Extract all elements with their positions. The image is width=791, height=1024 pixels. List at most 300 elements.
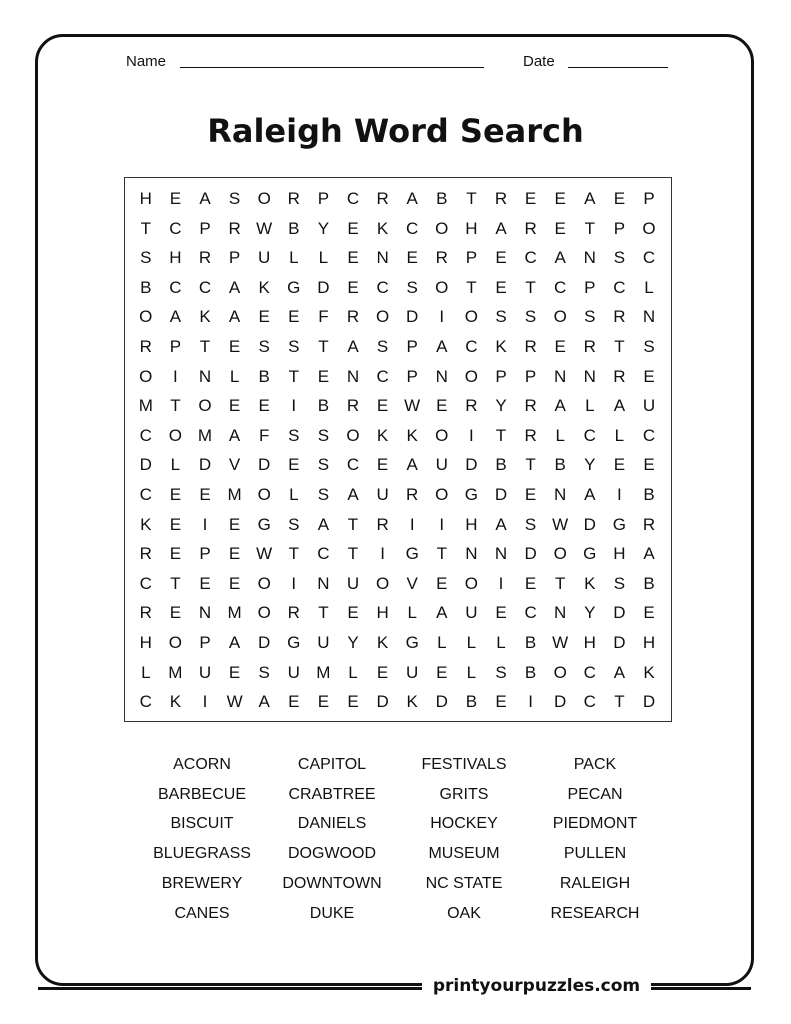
grid-letter: H (139, 633, 152, 652)
grid-letter: T (288, 366, 299, 386)
name-field-line (180, 67, 484, 68)
grid-letter: U (376, 485, 389, 504)
grid-letter: C (346, 455, 360, 475)
grid-letter: R (494, 189, 508, 208)
grid-letter: R (198, 248, 212, 268)
grid-letter: R (524, 218, 537, 238)
grid-letter: K (406, 692, 418, 712)
grid-letter: A (436, 337, 448, 356)
grid-letter: O (375, 307, 390, 327)
grid-letter: E (288, 307, 300, 327)
grid-letter: E (436, 396, 448, 416)
grid-letter: O (139, 307, 153, 327)
grid-letter: A (406, 455, 418, 475)
word-list-item: GRITS (439, 785, 489, 803)
grid-letter: E (524, 485, 537, 504)
grid-letter: C (169, 277, 182, 297)
grid-letter: R (287, 189, 300, 208)
grid-row (125, 332, 671, 362)
grid-letter: L (348, 662, 358, 682)
grid-letter: W (256, 544, 273, 564)
grid-letter: U (465, 603, 478, 623)
grid-letter: S (317, 455, 330, 475)
grid-letter: C (554, 277, 567, 297)
grid-letter: A (613, 662, 626, 682)
word-list-item: PECAN (567, 785, 623, 803)
grid-letter: S (288, 337, 300, 356)
grid-letter: A (347, 337, 359, 356)
grid-letter: S (376, 337, 389, 356)
grid-letter: T (614, 337, 625, 356)
grid-letter: I (439, 514, 445, 534)
grid-row (125, 658, 671, 688)
grid-letter: L (437, 633, 447, 652)
grid-row (125, 687, 671, 717)
grid-letter: I (617, 485, 622, 504)
grid-letter: E (288, 692, 300, 712)
grid-letter: C (198, 277, 212, 297)
grid-letter: S (288, 425, 300, 445)
grid-letter: E (258, 307, 270, 327)
grid-letter: E (347, 277, 359, 297)
grid-letter: M (316, 662, 331, 682)
grid-letter: E (436, 662, 448, 682)
grid-letter: S (140, 248, 152, 268)
grid-letter: K (376, 425, 389, 445)
grid-letter: I (202, 692, 208, 712)
grid-letter: O (464, 307, 478, 327)
grid-letter: E (347, 248, 359, 268)
grid-row (125, 302, 671, 332)
grid-letter: E (554, 189, 566, 208)
grid-letter: S (258, 337, 270, 356)
grid-letter: B (258, 366, 270, 386)
grid-letter: C (583, 692, 596, 712)
word-list-item: PIEDMONT (552, 815, 638, 833)
grid-letter: E (524, 189, 537, 208)
grid-row (125, 450, 671, 480)
grid-letter: E (347, 692, 359, 712)
grid-letter: P (317, 189, 330, 208)
grid-letter: W (552, 514, 569, 534)
grid-letter: P (524, 366, 537, 386)
grid-letter: A (643, 544, 655, 564)
grid-letter: W (256, 218, 273, 238)
grid-letter: S (288, 514, 300, 534)
grid-letter: K (199, 307, 211, 327)
grid-letter: R (583, 337, 596, 356)
grid-letter: A (228, 277, 241, 297)
grid-letter: C (139, 573, 152, 593)
grid-letter: E (288, 455, 300, 475)
grid-letter: A (613, 396, 626, 416)
name-label: Name (126, 53, 167, 70)
grid-letter: S (495, 662, 507, 682)
grid-letter: S (524, 307, 537, 327)
grid-letter: E (228, 514, 241, 534)
grid-letter: E (169, 189, 182, 208)
grid-letter: K (495, 337, 507, 356)
grid-letter: A (584, 485, 596, 504)
grid-letter: Y (584, 455, 596, 475)
grid-letter: P (584, 277, 596, 297)
grid-letter: N (494, 544, 508, 564)
grid-letter: U (642, 396, 656, 416)
grid-letter: E (376, 396, 389, 416)
grid-letter: B (140, 277, 152, 297)
grid-letter: D (524, 544, 537, 564)
letter-grid (124, 177, 672, 722)
word-list-item: BREWERY (161, 874, 243, 892)
grid-letter: I (528, 692, 533, 712)
grid-letter: E (406, 248, 418, 268)
grid-row (125, 243, 671, 273)
grid-letter: C (376, 366, 389, 386)
footer-divider-right (651, 987, 751, 990)
grid-letter: C (524, 603, 537, 623)
footer-divider-left (38, 987, 422, 990)
grid-letter: Y (317, 218, 330, 238)
grid-letter: K (643, 662, 655, 682)
grid-row (125, 214, 671, 244)
grid-row (125, 421, 671, 451)
footer-site-name: printyourpuzzles.com (432, 976, 641, 996)
grid-letter: I (498, 573, 504, 593)
grid-letter: R (435, 248, 448, 268)
grid-letter: O (139, 366, 153, 386)
grid-letter: O (257, 189, 271, 208)
word-list-item: OAK (447, 904, 481, 922)
grid-letter: P (406, 366, 418, 386)
word-list-item: RALEIGH (559, 874, 631, 892)
grid-letter: O (198, 396, 212, 416)
grid-letter: E (495, 692, 507, 712)
grid-letter: D (494, 485, 508, 504)
grid-letter: L (466, 662, 477, 682)
grid-letter: D (317, 277, 330, 297)
grid-letter: K (140, 514, 152, 534)
grid-letter: C (524, 248, 537, 268)
grid-letter: G (464, 485, 478, 504)
grid-letter: A (258, 692, 270, 712)
grid-letter: G (405, 544, 419, 564)
grid-letter: S (495, 307, 507, 327)
grid-row (125, 539, 671, 569)
grid-row (125, 391, 671, 421)
grid-letter: A (228, 307, 241, 327)
grid-letter: U (287, 662, 300, 682)
grid-letter: N (317, 573, 330, 593)
grid-letter: R (346, 396, 360, 416)
grid-letter: R (613, 307, 626, 327)
grid-letter: M (197, 425, 213, 445)
grid-letter: O (257, 573, 271, 593)
grid-letter: E (228, 396, 241, 416)
grid-letter: E (169, 544, 182, 564)
grid-letter: R (613, 366, 626, 386)
grid-letter: G (257, 514, 271, 534)
grid-letter: C (642, 425, 656, 445)
grid-letter: E (347, 603, 359, 623)
word-list-item: BLUEGRASS (153, 845, 251, 863)
grid-letter: E (228, 337, 241, 356)
grid-letter: G (287, 633, 301, 652)
grid-letter: C (139, 485, 152, 504)
grid-letter: C (169, 218, 182, 238)
grid-letter: E (554, 337, 566, 356)
grid-letter: L (289, 248, 299, 268)
grid-letter: G (287, 277, 301, 297)
grid-letter: R (139, 603, 152, 623)
grid-letter: S (524, 514, 537, 534)
grid-letter: E (347, 218, 359, 238)
grid-letter: D (613, 603, 626, 623)
word-list-item: NC STATE (425, 874, 503, 892)
grid-letter: O (435, 425, 449, 445)
grid-letter: I (202, 514, 208, 534)
grid-letter: A (495, 514, 507, 534)
grid-letter: T (525, 455, 536, 475)
grid-letter: E (169, 514, 182, 534)
grid-letter: O (642, 218, 656, 238)
grid-letter: C (139, 692, 152, 712)
grid-letter: C (583, 425, 596, 445)
grid-letter: O (375, 573, 390, 593)
grid-letter: T (347, 514, 359, 534)
grid-letter: L (585, 396, 595, 416)
grid-letter: O (435, 485, 449, 504)
grid-letter: O (435, 277, 449, 297)
grid-letter: G (612, 514, 626, 534)
grid-letter: I (380, 544, 385, 564)
grid-letter: O (257, 485, 271, 504)
word-list-item: HOCKEY (430, 815, 498, 833)
grid-letter: C (139, 425, 152, 445)
grid-letter: E (169, 603, 182, 623)
word-list-item: CANES (174, 904, 230, 922)
grid-letter: T (525, 277, 536, 297)
grid-letter: E (643, 455, 655, 475)
grid-letter: K (376, 218, 389, 238)
grid-letter: D (465, 455, 478, 475)
grid-letter: O (168, 425, 182, 445)
grid-letter: P (199, 544, 211, 564)
grid-letter: N (642, 307, 656, 327)
grid-letter: H (613, 544, 626, 564)
grid-letter: D (554, 692, 567, 712)
grid-letter: B (436, 189, 448, 208)
grid-letter: T (495, 425, 507, 445)
grid-row (125, 510, 671, 540)
word-list-item: DANIELS (297, 815, 367, 833)
grid-letter: O (257, 603, 271, 623)
grid-letter: R (228, 218, 241, 238)
grid-letter: I (291, 573, 297, 593)
grid-row (125, 569, 671, 599)
grid-letter: M (227, 485, 242, 504)
grid-letter: L (141, 662, 151, 682)
grid-letter: R (376, 189, 389, 208)
grid-letter: R (524, 396, 537, 416)
grid-letter: T (288, 544, 299, 564)
grid-letter: U (435, 455, 448, 475)
grid-letter: N (346, 366, 360, 386)
grid-letter: A (406, 189, 418, 208)
grid-letter: D (435, 692, 448, 712)
grid-letter: L (289, 485, 299, 504)
grid-letter: N (583, 366, 596, 386)
grid-letter: T (318, 603, 329, 623)
grid-letter: O (553, 544, 567, 564)
grid-letter: T (436, 544, 447, 564)
grid-letter: B (288, 218, 300, 238)
grid-letter: O (553, 662, 567, 682)
grid-letter: D (583, 514, 596, 534)
grid-letter: T (554, 573, 566, 593)
grid-letter: N (554, 366, 567, 386)
grid-letter: R (465, 396, 478, 416)
grid-letter: L (614, 425, 625, 445)
grid-letter: K (584, 573, 596, 593)
grid-letter: I (409, 514, 415, 534)
grid-letter: N (583, 248, 596, 268)
grid-letter: S (258, 662, 270, 682)
grid-letter: T (584, 218, 595, 238)
grid-letter: T (199, 337, 211, 356)
grid-letter: S (584, 307, 596, 327)
grid-letter: N (198, 603, 212, 623)
grid-letter: B (643, 573, 655, 593)
grid-letter: N (554, 603, 567, 623)
grid-row (125, 362, 671, 392)
grid-letter: A (228, 633, 241, 652)
grid-letter: H (169, 248, 182, 268)
grid-letter: N (465, 544, 478, 564)
word-list-item: DOGWOOD (288, 845, 376, 863)
grid-letter: S (613, 248, 626, 268)
grid-letter: T (347, 544, 359, 564)
grid-letter: P (613, 218, 626, 238)
grid-letter: Y (495, 396, 507, 416)
grid-letter: R (287, 603, 300, 623)
word-list-item: PULLEN (563, 845, 627, 863)
grid-letter: U (406, 662, 419, 682)
grid-row (125, 628, 671, 658)
grid-letter: L (644, 277, 654, 297)
grid-letter: B (643, 485, 655, 504)
grid-row (125, 184, 671, 214)
grid-letter: G (583, 544, 597, 564)
grid-letter: H (465, 218, 478, 238)
grid-letter: F (258, 425, 270, 445)
grid-row (125, 480, 671, 510)
grid-letter: M (168, 662, 183, 682)
grid-letter: U (317, 633, 330, 652)
grid-letter: I (291, 396, 297, 416)
grid-letter: S (317, 485, 330, 504)
grid-letter: D (406, 307, 419, 327)
grid-letter: C (642, 248, 656, 268)
grid-letter: C (613, 277, 626, 297)
grid-letter: A (436, 603, 448, 623)
date-label: Date (523, 53, 555, 70)
grid-letter: C (317, 544, 330, 564)
grid-letter: L (318, 248, 329, 268)
grid-letter: A (199, 189, 211, 208)
grid-letter: V (228, 455, 241, 475)
grid-letter: E (495, 277, 507, 297)
grid-letter: E (169, 485, 182, 504)
grid-letter: S (613, 573, 626, 593)
grid-letter: K (406, 425, 418, 445)
grid-letter: F (318, 307, 329, 327)
grid-letter: B (465, 692, 478, 712)
grid-letter: E (376, 455, 389, 475)
grid-letter: H (376, 603, 389, 623)
grid-letter: D (258, 455, 271, 475)
grid-letter: E (643, 603, 655, 623)
grid-letter: P (406, 337, 418, 356)
word-list-item: CAPITOL (297, 756, 367, 773)
grid-letter: E (228, 573, 241, 593)
grid-letter: K (376, 633, 389, 652)
grid-letter: A (347, 485, 359, 504)
grid-letter: I (439, 307, 445, 327)
grid-letter: E (376, 662, 389, 682)
page-title: Raleigh Word Search (207, 112, 584, 150)
grid-letter: T (170, 573, 181, 593)
grid-letter: I (469, 425, 474, 445)
grid-letter: N (198, 366, 212, 386)
grid-letter: D (258, 633, 271, 652)
grid-letter: E (643, 366, 655, 386)
grid-letter: H (139, 189, 152, 208)
grid-letter: E (317, 692, 330, 712)
word-list-item: RESEARCH (550, 904, 640, 922)
grid-letter: B (524, 662, 537, 682)
word-list-item: BARBECUE (157, 785, 247, 803)
grid-letter: O (464, 366, 478, 386)
grid-letter: C (583, 662, 596, 682)
grid-row (125, 273, 671, 303)
date-field-line (568, 67, 668, 68)
grid-letter: D (613, 633, 626, 652)
grid-letter: W (226, 692, 243, 712)
grid-letter: D (139, 455, 152, 475)
grid-letter: C (465, 337, 478, 356)
grid-letter: P (169, 337, 182, 356)
grid-letter: A (584, 189, 596, 208)
grid-letter: S (406, 277, 418, 297)
grid-letter: E (436, 573, 448, 593)
word-list-item: CRABTREE (288, 785, 376, 803)
grid-letter: R (406, 485, 419, 504)
word-list-item: DUKE (309, 904, 355, 922)
grid-letter: C (346, 189, 360, 208)
word-list-item: MUSEUM (428, 845, 500, 863)
grid-letter: E (228, 544, 241, 564)
grid-letter: A (169, 307, 182, 327)
grid-letter: R (642, 514, 656, 534)
grid-letter: U (258, 248, 271, 268)
grid-letter: R (376, 514, 389, 534)
grid-letter: B (317, 396, 330, 416)
grid-letter: K (258, 277, 270, 297)
grid-letter: T (614, 692, 625, 712)
word-list-item: BISCUIT (170, 815, 234, 833)
word-list-item: DOWNTOWN (282, 874, 382, 892)
grid-letter: N (376, 248, 389, 268)
